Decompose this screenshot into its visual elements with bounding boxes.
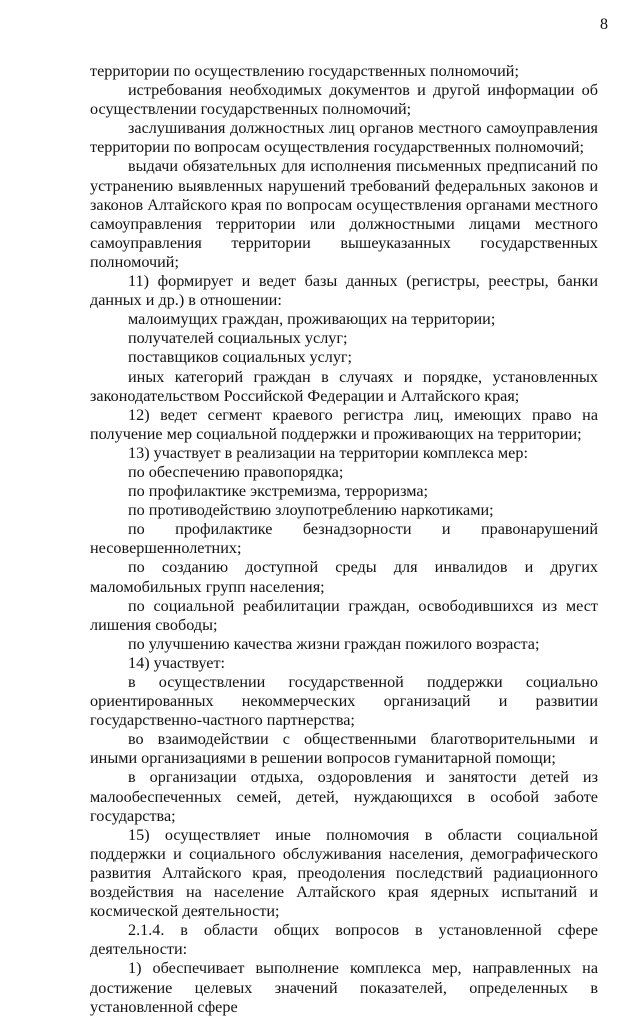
paragraph: по профилактике безнадзорности и правонарушений несовершеннолетних; <box>90 520 598 558</box>
paragraph: заслушивания должностных лиц органов местного самоуправления территории по вопросам осуществления государственных полномочий; <box>90 119 598 157</box>
paragraph: 11) формирует и ведет базы данных (регистры, реестры, банки данных и др.) в отношении: <box>90 272 598 310</box>
paragraph: по созданию доступной среды для инвалидов и других маломобильных групп населения; <box>90 558 598 596</box>
paragraph: 13) участвует в реализации на территории комплекса мер: <box>128 443 528 462</box>
paragraph: по социальной реабилитации граждан, освободившихся из мест лишения свободы; <box>90 596 598 634</box>
paragraph: иных категорий граждан в случаях и порядке, установленных законодательством Российской Федерации и Алтайского края; <box>90 367 598 405</box>
paragraph: выдачи обязательных для исполнения письменных предписаний по устранению выявленных нарушений требований федеральных законов и законов Алтайского края по вопросам осуществления органами местного самоуправления территории или должностными лицами местного самоуправления территории вышеуказанных государственных полномочий; <box>90 157 598 271</box>
paragraph: получателей социальных услуг; <box>128 329 348 348</box>
paragraph: в организации отдыха, оздоровления и занятости детей из малообеспеченных семей, детей, нуждающихся в особой заботе государства; <box>90 768 598 825</box>
page-number: 8 <box>600 16 608 33</box>
paragraph: поставщиков социальных услуг; <box>128 348 353 367</box>
paragraph: по профилактике экстремизма, терроризма; <box>128 482 429 501</box>
paragraph: во взаимодействии с общественными благотворительными и иными организациями в решении вопросов гуманитарной помощи; <box>90 730 598 768</box>
paragraph: по противодействию злоупотреблению наркотиками; <box>128 501 494 520</box>
paragraph: малоимущих граждан, проживающих на территории; <box>128 310 496 329</box>
paragraph: территории по осуществлению государственных полномочий; <box>90 62 519 80</box>
paragraph: по улучшению качества жизни граждан пожилого возраста; <box>128 634 540 653</box>
paragraph: истребования необходимых документов и другой информации об осуществлении государственных полномочий; <box>90 81 598 119</box>
paragraph: 15) осуществляет иные полномочия в области социальной поддержки и социального обслуживания населения, демографического развития Алтайского края, преодоления последствий радиационного воздействия на население Алтайского края ядерных испытаний и космической деятельности; <box>90 825 598 921</box>
paragraph: 1) обеспечивает выполнение комплекса мер, направленных на достижение целевых значений показателей, определенных в установленной сфере <box>90 959 598 1016</box>
paragraph: 14) участвует: <box>128 653 226 672</box>
paragraph: 2.1.4. в области общих вопросов в установленной сфере деятельности: <box>90 921 598 959</box>
paragraph: в осуществлении государственной поддержки социально ориентированных некоммерческих организаций и развитии государственно-частного партнерства; <box>90 673 598 730</box>
paragraph: 12) ведет сегмент краевого регистра лиц, имеющих право на получение мер социальной поддержки и проживающих на территории; <box>90 405 598 443</box>
paragraph: по обеспечению правопорядка; <box>128 462 344 481</box>
body-text <box>90 62 598 1017</box>
